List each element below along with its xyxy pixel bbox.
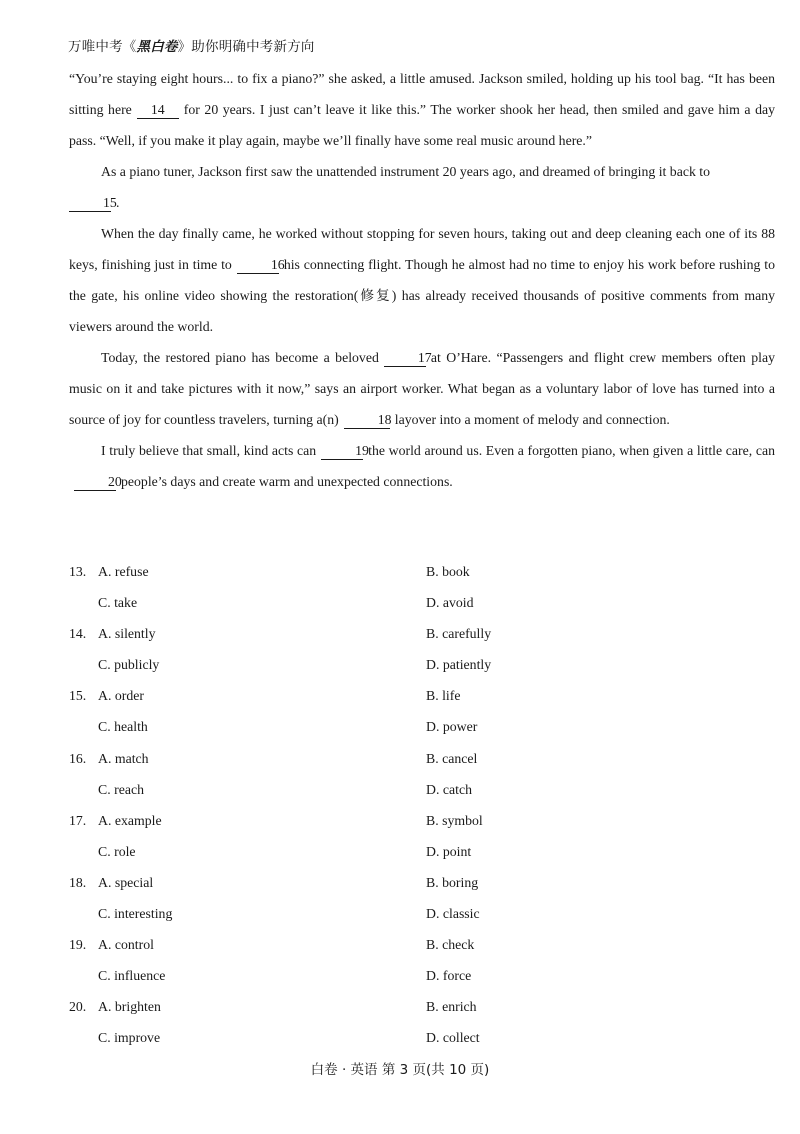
option-b[interactable]: B. symbol — [426, 812, 483, 828]
question-number: 20. — [69, 999, 87, 1015]
blank-15[interactable]: 15 — [69, 195, 111, 212]
question-number: 16. — [69, 750, 87, 766]
option-b[interactable]: B. life — [426, 688, 461, 704]
paragraph-1 — [69, 63, 775, 156]
option-a[interactable]: A. match — [98, 750, 149, 766]
paragraph-text: at O’Hare. “Passengers and flight crew members often play music on it and take pictures with it now,” says an airport worker. What began as a voluntary labor of love has turned into a source of joy for countless travelers, turning a(n) — [69, 350, 775, 427]
option-b[interactable]: B. carefully — [426, 626, 492, 642]
question-row — [69, 868, 775, 899]
header-prefix: 万唯中考《 — [68, 39, 137, 55]
blank-16[interactable]: 16 — [237, 257, 279, 274]
question-options — [69, 557, 775, 1055]
question-number: 13. — [69, 564, 87, 579]
option-d[interactable]: D. force — [426, 968, 472, 984]
option-a[interactable]: A. control — [98, 937, 154, 953]
option-a[interactable]: A. example — [98, 812, 162, 828]
option-a[interactable]: A. brighten — [98, 999, 161, 1015]
page-footer: 白卷 · 英语 第 3 页(共 10 页) — [310, 1062, 490, 1078]
paragraph-text: for 20 years. I just can’t leave it like this.” The worker shook her head, then smiled and gave him a day pass. “Well, if you make it play again, maybe we’ll finally have some real music around here.” — [69, 102, 775, 148]
question-row — [69, 588, 775, 619]
paragraph-text: . — [116, 195, 120, 210]
option-d[interactable]: D. power — [426, 719, 478, 735]
option-c[interactable]: C. role — [98, 843, 136, 859]
option-c[interactable]: C. reach — [98, 781, 144, 797]
question-number: 15. — [69, 688, 87, 704]
paragraph-text: Today, the restored piano has become a beloved — [101, 350, 379, 365]
paragraph-3 — [69, 218, 775, 342]
blank-18[interactable]: 18 — [344, 412, 390, 429]
question-row — [69, 775, 775, 806]
option-d[interactable]: D. collect — [426, 1030, 480, 1046]
option-c[interactable]: C. improve — [98, 1030, 161, 1046]
paragraph-text: layover into a moment of melody and connection. — [394, 412, 670, 427]
option-c[interactable]: C. influence — [98, 968, 166, 984]
blank-14[interactable]: 14 — [137, 102, 179, 119]
option-d[interactable]: D. patiently — [426, 657, 492, 673]
question-number: 14. — [69, 626, 87, 642]
option-b[interactable]: B. book — [426, 564, 470, 579]
option-b[interactable]: B. enrich — [426, 999, 477, 1015]
option-c[interactable]: C. take — [98, 595, 138, 611]
option-d[interactable]: D. avoid — [426, 595, 474, 611]
question-row — [69, 837, 775, 868]
option-c[interactable]: C. health — [98, 719, 148, 735]
paragraph-text: people’s days and create warm and unexpected connections. — [121, 474, 453, 489]
question-number: 17. — [69, 812, 87, 828]
question-row — [69, 930, 775, 961]
question-row — [69, 681, 775, 712]
option-b[interactable]: B. boring — [426, 874, 479, 890]
paragraph-text: When the day finally came, he worked without stopping for seven hours, taking out and deep cleaning each one of its 88 keys, finishing just in time to — [69, 226, 775, 272]
question-number: 19. — [69, 937, 87, 953]
question-row — [69, 899, 775, 930]
question-row — [69, 1023, 775, 1054]
option-a[interactable]: A. special — [98, 874, 154, 890]
option-c[interactable]: C. publicly — [98, 657, 160, 673]
option-d[interactable]: D. point — [426, 843, 472, 859]
page-header — [68, 35, 315, 55]
option-a[interactable]: A. order — [98, 688, 144, 704]
question-row — [69, 557, 775, 588]
question-row — [69, 712, 775, 743]
paragraph-text: “You’re staying eight hours... to fix a piano?” she asked, a little amused. Jackson smiled, holding up his tool bag. “It has been sitting here — [69, 71, 775, 117]
paragraph-4 — [69, 342, 775, 435]
option-d[interactable]: D. catch — [426, 781, 472, 797]
paragraph-5 — [69, 435, 775, 497]
question-row — [69, 961, 775, 992]
blank-17[interactable]: 17 — [384, 350, 426, 367]
option-b[interactable]: B. check — [426, 937, 475, 953]
paragraph-2 — [69, 156, 775, 218]
reading-passage — [69, 63, 775, 497]
option-a[interactable]: A. silently — [98, 626, 156, 642]
paragraph-text: I truly believe that small, kind acts can — [101, 443, 317, 458]
paragraph-text: the world around us. Even a forgotten piano, when given a little care, can — [368, 443, 775, 458]
header-suffix: 》助你明确中考新方向 — [177, 39, 315, 55]
question-row — [69, 619, 775, 650]
question-number: 18. — [69, 874, 87, 890]
question-row — [69, 744, 775, 775]
header-brand: 黑白卷 — [136, 39, 178, 55]
question-row — [69, 806, 775, 837]
question-row — [69, 992, 775, 1023]
paragraph-text: As a piano tuner, Jackson first saw the unattended instrument 20 years ago, and dreamed of bringing it back to — [101, 164, 711, 179]
option-d[interactable]: D. classic — [426, 906, 480, 922]
paragraph-text: his connecting flight. Though he almost had no time to enjoy his work before rushing to the gate, his online video showing the restoration(修复) has already received thousands of positive comments from many viewers around the world. — [69, 257, 775, 334]
blank-19[interactable]: 19 — [321, 443, 363, 460]
blank-20[interactable]: 20 — [74, 474, 116, 491]
option-b[interactable]: B. cancel — [426, 750, 478, 766]
option-a[interactable]: A. refuse — [98, 564, 149, 579]
option-c[interactable]: C. interesting — [98, 906, 173, 922]
question-row — [69, 650, 775, 681]
